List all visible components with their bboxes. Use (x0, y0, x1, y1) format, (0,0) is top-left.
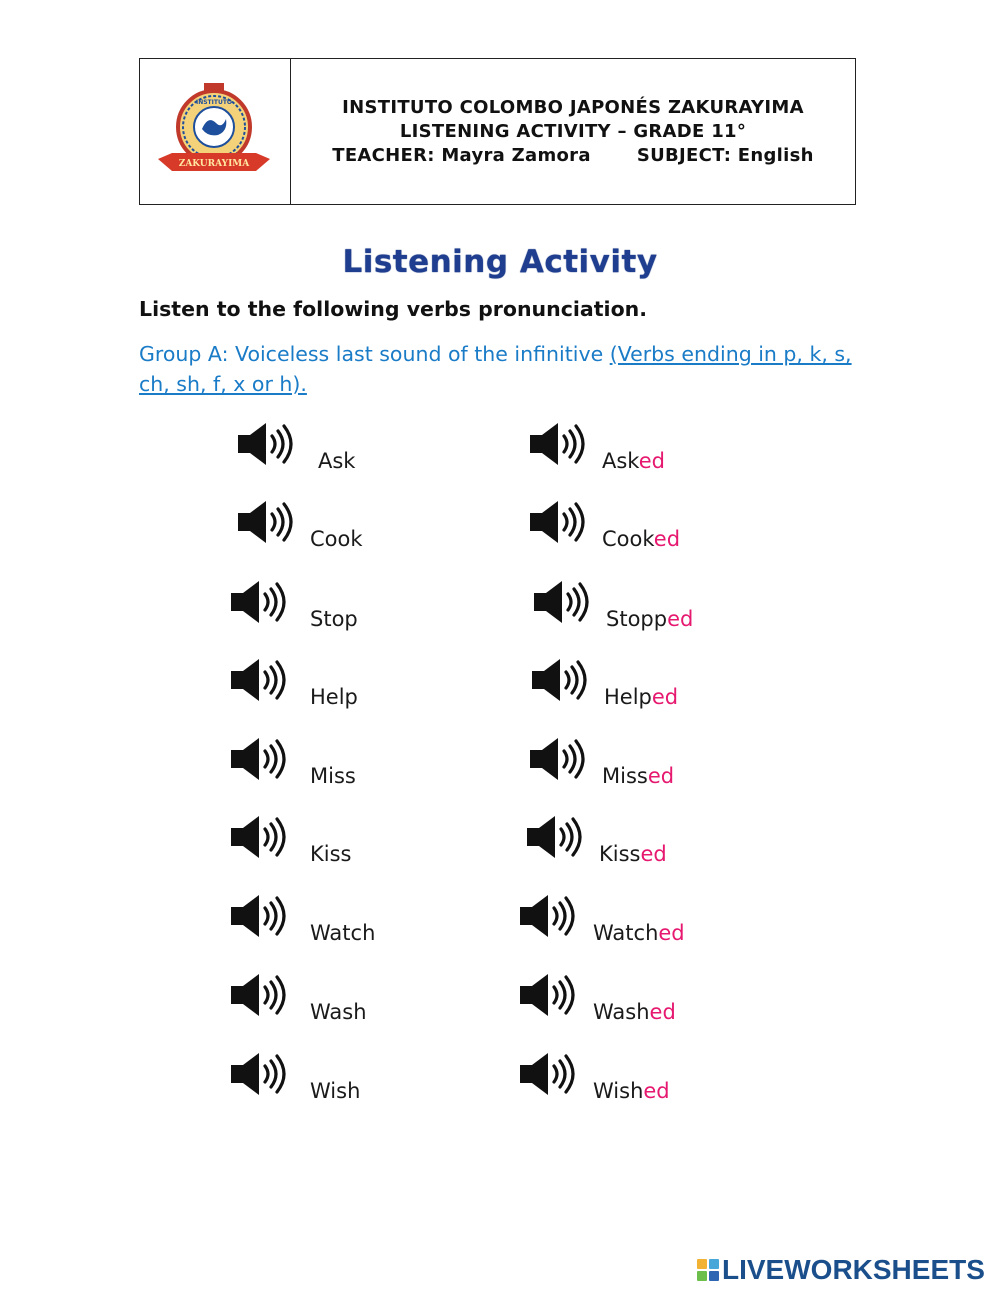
speaker-icon (229, 578, 287, 626)
logo-top-text: INSTITUTO (195, 99, 233, 106)
speaker-icon (528, 735, 586, 783)
speaker-icon (518, 1050, 576, 1098)
play-base-stop-button[interactable] (229, 578, 287, 626)
verb-base-label: Cook (310, 527, 363, 551)
speaker-icon (528, 420, 586, 468)
verb-past-stem: Miss (602, 764, 648, 788)
logo-cell (140, 59, 291, 204)
speaker-icon (525, 813, 583, 861)
verb-past-stem: Wash (593, 1000, 650, 1024)
verb-base-label: Kiss (310, 842, 352, 866)
verb-past-suffix: ed (647, 764, 675, 788)
speaker-icon (229, 735, 287, 783)
institution-name: INSTITUTO COLOMBO JAPONÉS ZAKURAYIMA (342, 96, 804, 118)
verb-base-label: Miss (310, 764, 356, 788)
speaker-icon (518, 892, 576, 940)
verb-past-suffix: ed (649, 1000, 676, 1024)
speaker-icon (229, 656, 287, 704)
header-table (139, 58, 856, 205)
verb-past-suffix: ed (658, 921, 685, 945)
verb-past-suffix: ed (640, 842, 667, 866)
subject-name: SUBJECT: English (636, 144, 814, 166)
verb-past-label (602, 764, 674, 788)
speaker-icon (530, 656, 588, 704)
verb-base-label: Ask (318, 449, 356, 473)
play-base-wish-button[interactable] (229, 1050, 287, 1098)
verb-past-suffix: ed (667, 607, 694, 631)
play-base-wash-button[interactable] (229, 971, 287, 1019)
play-past-stop-button[interactable] (532, 578, 590, 626)
verb-past-suffix: ed (653, 527, 681, 551)
verb-past-label (593, 921, 685, 945)
verb-past-label (599, 842, 667, 866)
header-info (291, 59, 855, 204)
speaker-icon (518, 971, 576, 1019)
logo-ribbon-text: ZAKURAYIMA (178, 159, 250, 169)
verb-past-label (593, 1000, 676, 1024)
speaker-icon (229, 813, 287, 861)
play-base-watch-button[interactable] (229, 892, 287, 940)
verb-base-label: Help (310, 685, 358, 709)
play-base-cook-button[interactable] (236, 498, 294, 546)
verb-base-label: Wish (310, 1079, 361, 1103)
liveworksheets-mark-icon (697, 1259, 719, 1281)
teacher-subject-row (332, 144, 814, 168)
play-base-ask-button[interactable] (236, 420, 294, 468)
verb-past-stem: Kiss (599, 842, 641, 866)
play-base-help-button[interactable] (229, 656, 287, 704)
play-base-miss-button[interactable] (229, 735, 287, 783)
group-rule-link[interactable]: (Verbs ending in p, k, s, ch, sh, f, x or h). (139, 342, 852, 396)
play-past-miss-button[interactable] (528, 735, 586, 783)
speaker-icon (532, 578, 590, 626)
verb-past-label (602, 449, 665, 473)
play-past-help-button[interactable] (530, 656, 588, 704)
play-past-kiss-button[interactable] (525, 813, 583, 861)
play-past-wish-button[interactable] (518, 1050, 576, 1098)
verb-past-label (604, 685, 678, 709)
verb-past-suffix: ed (651, 685, 679, 709)
speaker-icon (229, 971, 287, 1019)
verb-past-stem: Cook (602, 527, 654, 551)
play-base-kiss-button[interactable] (229, 813, 287, 861)
speaker-icon (236, 498, 294, 546)
play-past-watch-button[interactable] (518, 892, 576, 940)
teacher-name: TEACHER: Mayra Zamora (332, 144, 591, 166)
instruction-text: Listen to the following verbs pronunciation. (139, 297, 648, 321)
school-logo (154, 81, 274, 181)
verb-past-suffix: ed (643, 1079, 670, 1103)
play-past-wash-button[interactable] (518, 971, 576, 1019)
verb-base-label: Watch (310, 921, 376, 945)
verb-past-stem: Ask (602, 449, 639, 473)
speaker-icon (528, 498, 586, 546)
page-title: Listening Activity (342, 244, 658, 280)
play-past-cook-button[interactable] (528, 498, 586, 546)
liveworksheets-logo (697, 1254, 985, 1286)
verb-past-label (602, 527, 680, 551)
verb-past-suffix: ed (638, 449, 665, 473)
verb-past-stem: Wish (593, 1079, 644, 1103)
liveworksheets-brand: LIVEWORKSHEETS (722, 1254, 985, 1285)
activity-grade: LISTENING ACTIVITY – GRADE 11° (399, 120, 747, 142)
verb-base-label: Stop (310, 607, 358, 631)
verb-past-label (606, 607, 693, 631)
speaker-icon (229, 892, 287, 940)
verb-base-label: Wash (310, 1000, 367, 1024)
group-intro: Group A: Voiceless last sound of the infinitive (139, 342, 610, 366)
play-past-ask-button[interactable] (528, 420, 586, 468)
verb-past-stem: Watch (593, 921, 659, 945)
speaker-icon (236, 420, 294, 468)
verb-past-stem: Help (604, 685, 652, 709)
verb-past-label (593, 1079, 670, 1103)
group-description (139, 339, 859, 399)
speaker-icon (229, 1050, 287, 1098)
verb-past-stem: Stopp (606, 607, 668, 631)
